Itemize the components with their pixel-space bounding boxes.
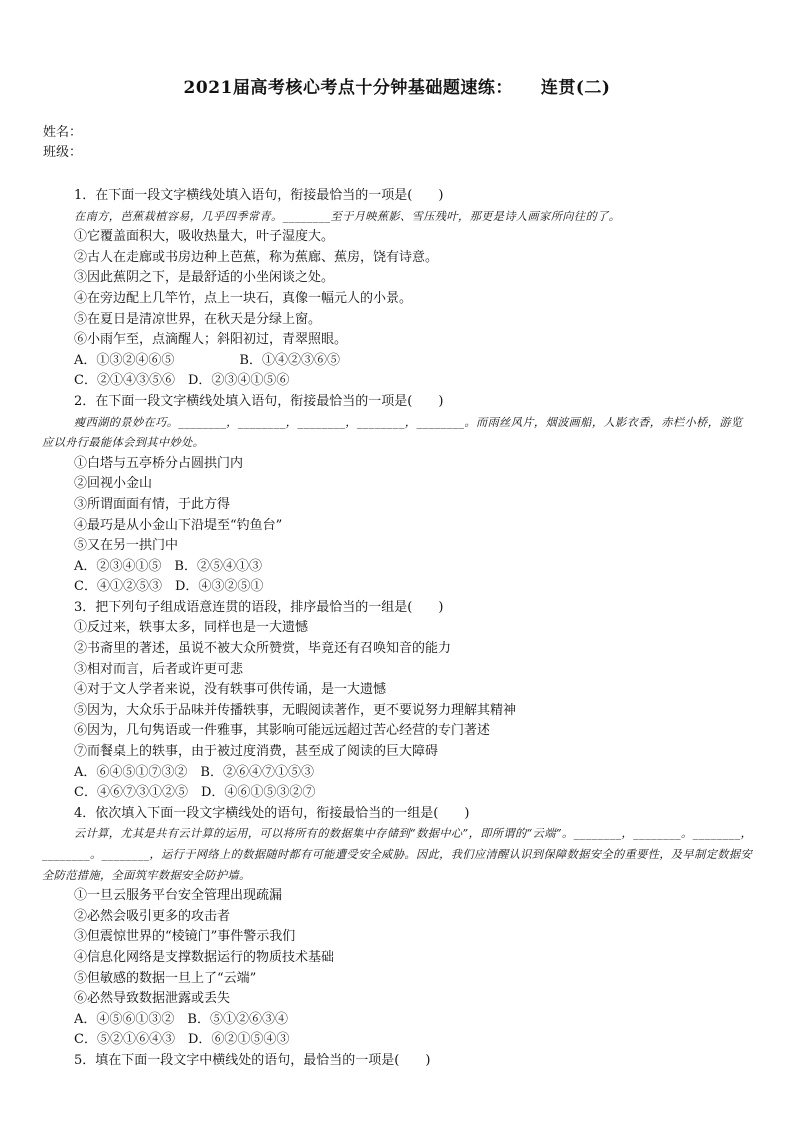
question-3-option: ⑥因为，几句隽语或一件雅事，其影响可能远远超过苦心经营的专门著述	[74, 723, 491, 739]
question-4-choices: A．④⑤⑥①③② B．⑤①②⑥③④	[74, 1011, 288, 1027]
question-2-option: ②回视小金山	[74, 476, 153, 492]
question-3-option: ③相对而言，后者或许更可悲	[74, 661, 244, 677]
question-3-option: ①反过来，轶事太多，同样也是一大遗憾	[74, 620, 309, 636]
page-title	[0, 73, 794, 98]
question-2-choices: A．②③④①⑤ B．②⑤④①③	[74, 558, 262, 574]
question-4-option: ⑤但敏感的数据一旦上了“云端”	[74, 970, 257, 986]
question-1-stem: 1．在下面一段文字横线处填入语句，衔接最恰当的一项是( )	[74, 188, 444, 203]
question-5-stem: 5．填在下面一段文字中横线处的语句，最恰当的一项是( )	[74, 1052, 431, 1068]
question-2-choices: C．④①②⑤③ D．④③②⑤①	[74, 579, 264, 595]
title-main: 2021届高考核心考点十分钟基础题速练：	[183, 78, 513, 98]
question-2-option: ④最巧是从小金山下沿堤至“钓鱼台”	[74, 517, 283, 533]
question-4-choices: C．⑤②①⑥④③ D．⑥②①⑤④③	[74, 1032, 290, 1048]
question-1-choices: C．②①④③⑤⑥ D．②③④①⑤⑥	[74, 373, 290, 389]
question-1-option: ④在旁边配上几竿竹，点上一块石，真像一幅元人的小景。	[74, 290, 413, 306]
question-3-choices: A．⑥④⑤①⑦③② B．②⑥④⑦①⑤③	[74, 764, 314, 780]
question-2-option: ⑤又在另一拱门中	[74, 538, 179, 554]
title-sub: 连贯(二)	[540, 78, 611, 98]
question-1-passage: 在南方，芭蕉栽植容易，几乎四季常青。________至于月映蕉影、雪压残叶，那更是诗人画家所向往的了。	[74, 209, 621, 223]
question-3-option: ⑤因为，大众乐于品味并传播轶事，无暇阅读著作，更不要说努力理解其精神	[74, 702, 517, 718]
question-2-passage: 瘦西湖的景妙在巧。________，________，________，________，________。而雨丝风片，烟波画船，人影衣香，赤栏小桥，游览应以舟行最能体会到其中妙处。	[42, 415, 743, 450]
question-list	[42, 186, 758, 1072]
question-4-option: ④信息化网络是支撑数据运行的物质技术基础	[74, 949, 335, 965]
class-label: 班级：	[43, 145, 83, 160]
question-3-stem: 3．把下列句子组成语意连贯的语段，排序最恰当的一组是( )	[74, 599, 444, 615]
question-1-option: ⑥小雨乍至，点滴醒人；斜阳初过，青翠照眼。	[74, 332, 348, 348]
question-2-stem: 2．在下面一段文字横线处填入语句，衔接最恰当的一项是( )	[74, 393, 444, 409]
question-1-option: ②古人在走廊或书房边种上芭蕉，称为蕉廊、蕉房，饶有诗意。	[74, 249, 439, 265]
question-2-option: ③所谓面面有情，于此方得	[74, 496, 231, 512]
question-4-stem: 4．依次填入下面一段文字横线处的语句，衔接最恰当的一组是( )	[74, 805, 470, 821]
question-3-choices: C．④⑥⑦③①②⑤ D．④⑥①⑤③②⑦	[74, 785, 316, 801]
question-4-passage: 云计算，尤其是共有云计算的运用，可以将所有的数据集中存储到“数据中心”，即所谓的“云端”。________，________。________，________。________，运行于网络上的数据随时都有可能遭受安全威胁。因此，我们应清醒认识到保障数据安全的重要性，及早制定数据安全防范措施，全面筑牢数据安全防护墙。	[42, 827, 753, 882]
question-1-option: ⑤在夏日是清凉世界，在秋天是分绿上窗。	[74, 311, 322, 327]
question-3-option: ②书斋里的著述，虽说不被大众所赞赏，毕竟还有召唤知音的能力	[74, 641, 452, 657]
question-1-choices: A．①③②④⑥⑤ B．①④②③⑥⑤	[74, 352, 340, 368]
question-1-option: ①它覆盖面积大，吸收热量大，叶子湿度大。	[74, 229, 335, 245]
question-4-option: ①一旦云服务平台安全管理出现疏漏	[74, 888, 283, 904]
question-2-option: ①白塔与五亭桥分占圆拱门内	[74, 455, 244, 471]
question-4-option: ⑥必然导致数据泄露或丢失	[74, 991, 231, 1007]
question-3-option: ④对于文人学者来说，没有轶事可供传诵，是一大遗憾	[74, 682, 387, 698]
question-3-option: ⑦而餐桌上的轶事，由于被过度消费，甚至成了阅读的巨大障碍	[74, 744, 439, 760]
question-1-option: ③因此蕉阴之下，是最舒适的小坐闲谈之处。	[74, 270, 335, 286]
question-4-option: ②必然会吸引更多的攻击者	[74, 908, 231, 924]
question-4-option: ③但震惊世界的“棱镜门”事件警示我们	[74, 929, 296, 945]
name-label: 姓名：	[43, 125, 83, 140]
